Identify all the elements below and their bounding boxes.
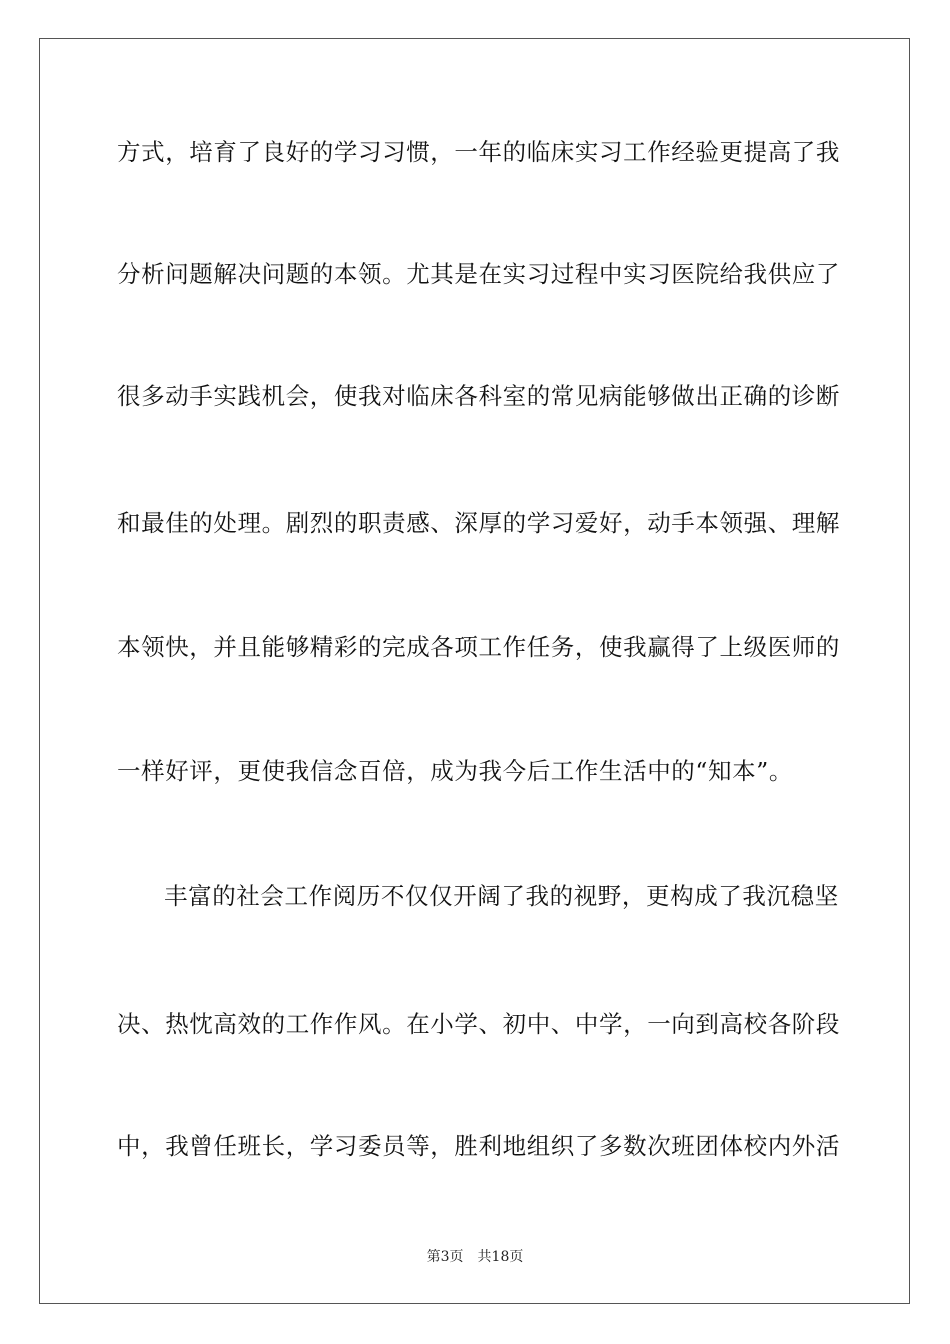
body-line-3: 很多动手实践机会，使我对临床各科室的常见病能够做出正确的诊断 xyxy=(117,382,840,410)
body-line-2: 分析问题解决问题的本领。尤其是在实习过程中实习医院给我供应了 xyxy=(117,260,840,288)
body-line-6: 一样好评，更使我信念百倍，成为我今后工作生活中的“知本”。 xyxy=(117,757,793,785)
page-frame xyxy=(39,38,910,1304)
body-line-7-indented: 丰富的社会工作阅历不仅仅开阔了我的视野，更构成了我沉稳坚 xyxy=(164,882,839,910)
page-number: 第3页 xyxy=(426,1249,464,1265)
page-total: 共18页 xyxy=(477,1249,524,1265)
body-line-1: 方式，培育了良好的学习习惯，一年的临床实习工作经验更提高了我 xyxy=(117,138,840,166)
body-line-5: 本领快，并且能够精彩的完成各项工作任务，使我赢得了上级医师的 xyxy=(117,633,840,661)
body-line-4: 和最佳的处理。剧烈的职责感、深厚的学习爱好，动手本领强、理解 xyxy=(117,509,840,537)
body-line-9: 中，我曾任班长，学习委员等，胜利地组织了多数次班团体校内外活 xyxy=(117,1132,840,1160)
body-line-8: 决、热忱高效的工作作风。在小学、初中、中学，一向到高校各阶段 xyxy=(117,1010,840,1038)
page-footer xyxy=(0,1248,950,1266)
